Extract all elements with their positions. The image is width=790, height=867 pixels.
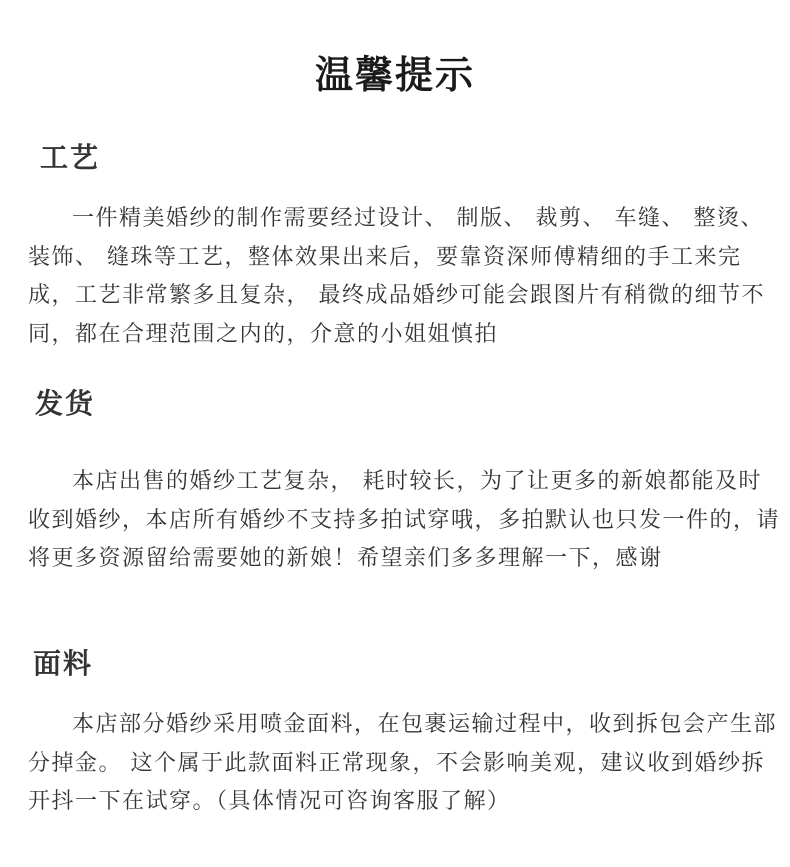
section-heading-shipping: 发货 [35,387,96,420]
section-body-craft: 一件精美婚纱的制作需要经过设计、 制版、 裁剪、 车缝、 整烫、 装饰、 缝珠等工艺，整体效果出来后，要靠资深师傅精细的手工来完成，工艺非常繁多且复杂， 最终成品婚纱可能会跟图片有稍微的细节不同，都在合理范围之内的，介意的小姐姐慎拍 [28,206,765,347]
page-title: 温馨提示 [314,53,475,97]
section-heading-fabric: 面料 [33,647,94,680]
section-body-fabric: 本店部分婚纱采用喷金面料，在包裹运输过程中，收到拆包会产生部分掉金。 这个属于此款面料正常现象，不会影响美观，建议收到婚纱拆开抖一下在试穿。（具体情况可咨询客服了解） [28,712,778,814]
section-body-shipping: 本店出售的婚纱工艺复杂， 耗时较长，为了让更多的新娘都能及时收到婚纱，本店所有婚纱不支持多拍试穿哦，多拍默认也只发一件的，请将更多资源留给需要她的新娘！希望亲们多多理解一下，感谢 [28,469,781,571]
section-heading-craft: 工艺 [40,141,101,174]
